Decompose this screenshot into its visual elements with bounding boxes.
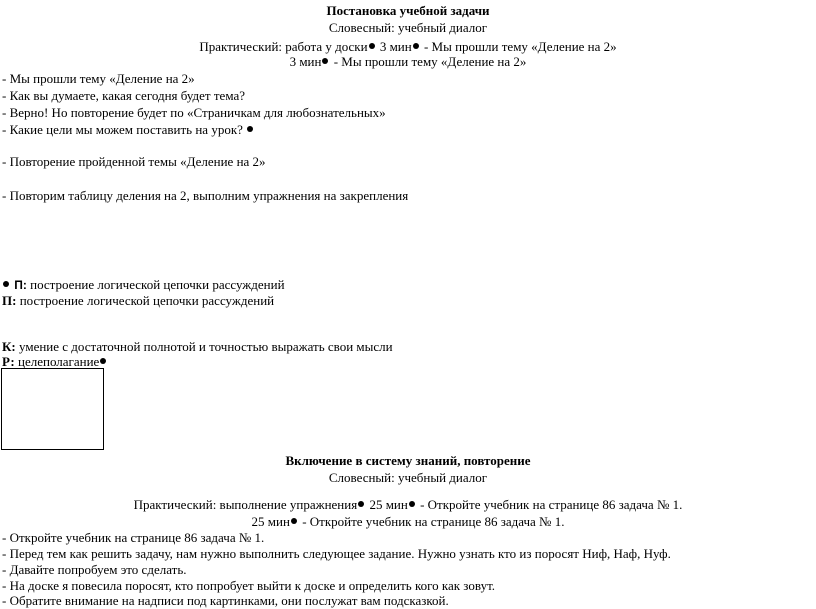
method-text: - Откройте учебник на странице 86 задача № 1. [416,497,683,512]
skill-text: целеполагание [14,354,100,369]
time-line [0,513,816,530]
empty-frame [1,368,104,450]
dialog-line-goals [2,121,255,138]
time-label: 3 мин [376,39,412,54]
method-text: - Откройте учебник на странице 86 задача № 1. [298,514,565,529]
method-text: - Мы прошли тему «Деление на 2» [330,54,527,69]
bullet-icon [369,43,375,49]
time-label: 25 мин [251,514,290,529]
section-heading-task-setting: Постановка учебной задачи [326,3,490,18]
section-heading-knowledge: Включение в систему знаний, повторение [285,453,531,468]
dialog-line: - Как вы думаете, какая сегодня будет тема? [2,88,245,103]
skill-p2-line [2,292,274,309]
skill-text: умение с достаточной полнотой и точностью выражать свои мысли [15,339,393,354]
time-label: 3 мин [289,54,322,69]
bullet-icon [100,358,106,364]
dialog-line: - Мы прошли тему «Деление на 2» [2,71,195,86]
method-practical-line [0,496,816,513]
bullet-icon [409,501,415,507]
skill-label: Р: [2,354,15,369]
method-verbal: Словесный: учебный диалог [328,20,488,35]
skill-label: К: [2,339,16,354]
method-verbal: Словесный: учебный диалог [328,470,488,485]
bullet-icon [358,501,364,507]
bullet-icon [291,518,297,524]
skill-label: П: [2,293,17,308]
dialog-line: - Обратите внимание на надписи под картинками, они послужат вам подсказкой. [2,593,449,608]
dialog-line-text: - Какие цели мы можем поставить на урок? [2,122,247,137]
skill-text: построение логической цепочки рассуждений [16,293,275,308]
dialog-line: - На доске я повесила поросят, кто попробует выйти к доске и определить кого как зовут. [2,578,496,593]
bullet-icon [413,43,419,49]
bullet-icon [3,281,9,287]
method-text: - Мы прошли тему «Деление на 2» [420,39,617,54]
time-label: 25 мин [366,497,408,512]
repeat-table: - Повторим таблицу деления на 2, выполним упражнения на закрепления [2,188,409,203]
bullet-icon [322,58,328,64]
dialog-line: - Откройте учебник на странице 86 задача № 1. [2,530,265,545]
bullet-icon [247,126,253,132]
skill-label: П: [14,278,27,292]
dialog-line: - Давайте попробуем это сделать. [2,562,187,577]
time-line [0,53,816,70]
dialog-line: - Перед тем как решить задачу, нам нужно выполнить следующее задание. Нужно узнать кто из поросят Ниф, Наф, Нуф. [2,546,671,561]
skill-text: построение логической цепочки рассуждений [26,277,285,292]
method-practical-label: Практический: выполнение упражнения [133,497,358,512]
repeat-topic: - Повторение пройденной темы «Деление на 2» [2,154,266,169]
dialog-line: - Верно! Но повторение будет по «Страничкам для любознательных» [2,105,386,120]
method-practical-label: Практический: работа у доски [199,39,368,54]
